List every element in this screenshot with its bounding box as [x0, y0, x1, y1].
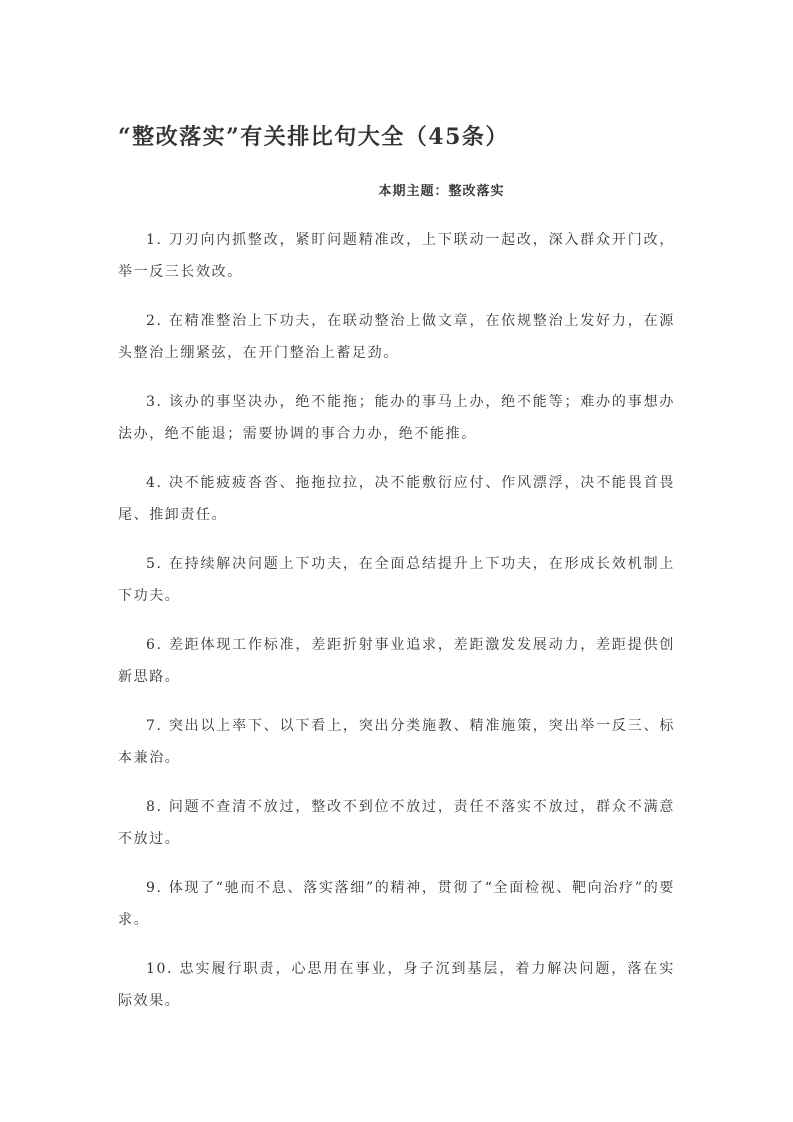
paragraph-4: 4. 决不能疲疲沓沓、拖拖拉拉，决不能敷衍应付、作风漂浮，决不能畏首畏尾、推卸责任。 — [118, 475, 675, 523]
paragraph-6: 6. 差距体现工作标准，差距折射事业追求，差距激发发展动力，差距提供创新思路。 — [118, 637, 675, 685]
paragraph-8: 8. 问题不查清不放过，整改不到位不放过，责任不落实不放过，群众不满意不放过。 — [118, 799, 675, 847]
paragraph-10: 10. 忠实履行职责，心思用在事业，身子沉到基层，着力解决问题，落在实际效果。 — [118, 961, 675, 1009]
paragraph-2: 2. 在精准整治上下功夫，在联动整治上做文章，在依规整治上发好力，在源头整治上绷紧弦，在开门整治上蓄足劲。 — [118, 313, 675, 361]
paragraph-7: 7. 突出以上率下、以下看上，突出分类施教、精准施策，突出举一反三、标本兼治。 — [118, 718, 675, 766]
paragraph-3: 3. 该办的事坚决办，绝不能拖；能办的事马上办，绝不能等；难办的事想办法办，绝不能退；需要协调的事合力办，绝不能推。 — [118, 394, 675, 442]
document-body — [118, 224, 675, 1034]
paragraph-5: 5. 在持续解决问题上下功夫，在全面总结提升上下功夫，在形成长效机制上下功夫。 — [118, 556, 675, 604]
paragraph-1: 1. 刀刃向内抓整改，紧盯问题精准改，上下联动一起改，深入群众开门改，举一反三长效改。 — [118, 232, 675, 280]
document-title: “整改落实”有关排比句大全（45条） — [118, 124, 509, 150]
document-subtitle: 本期主题：整改落实 — [378, 184, 505, 199]
paragraph-9: 9. 体现了“驰而不息、落实落细”的精神，贯彻了“全面检视、靶向治疗”的要求。 — [118, 880, 675, 928]
